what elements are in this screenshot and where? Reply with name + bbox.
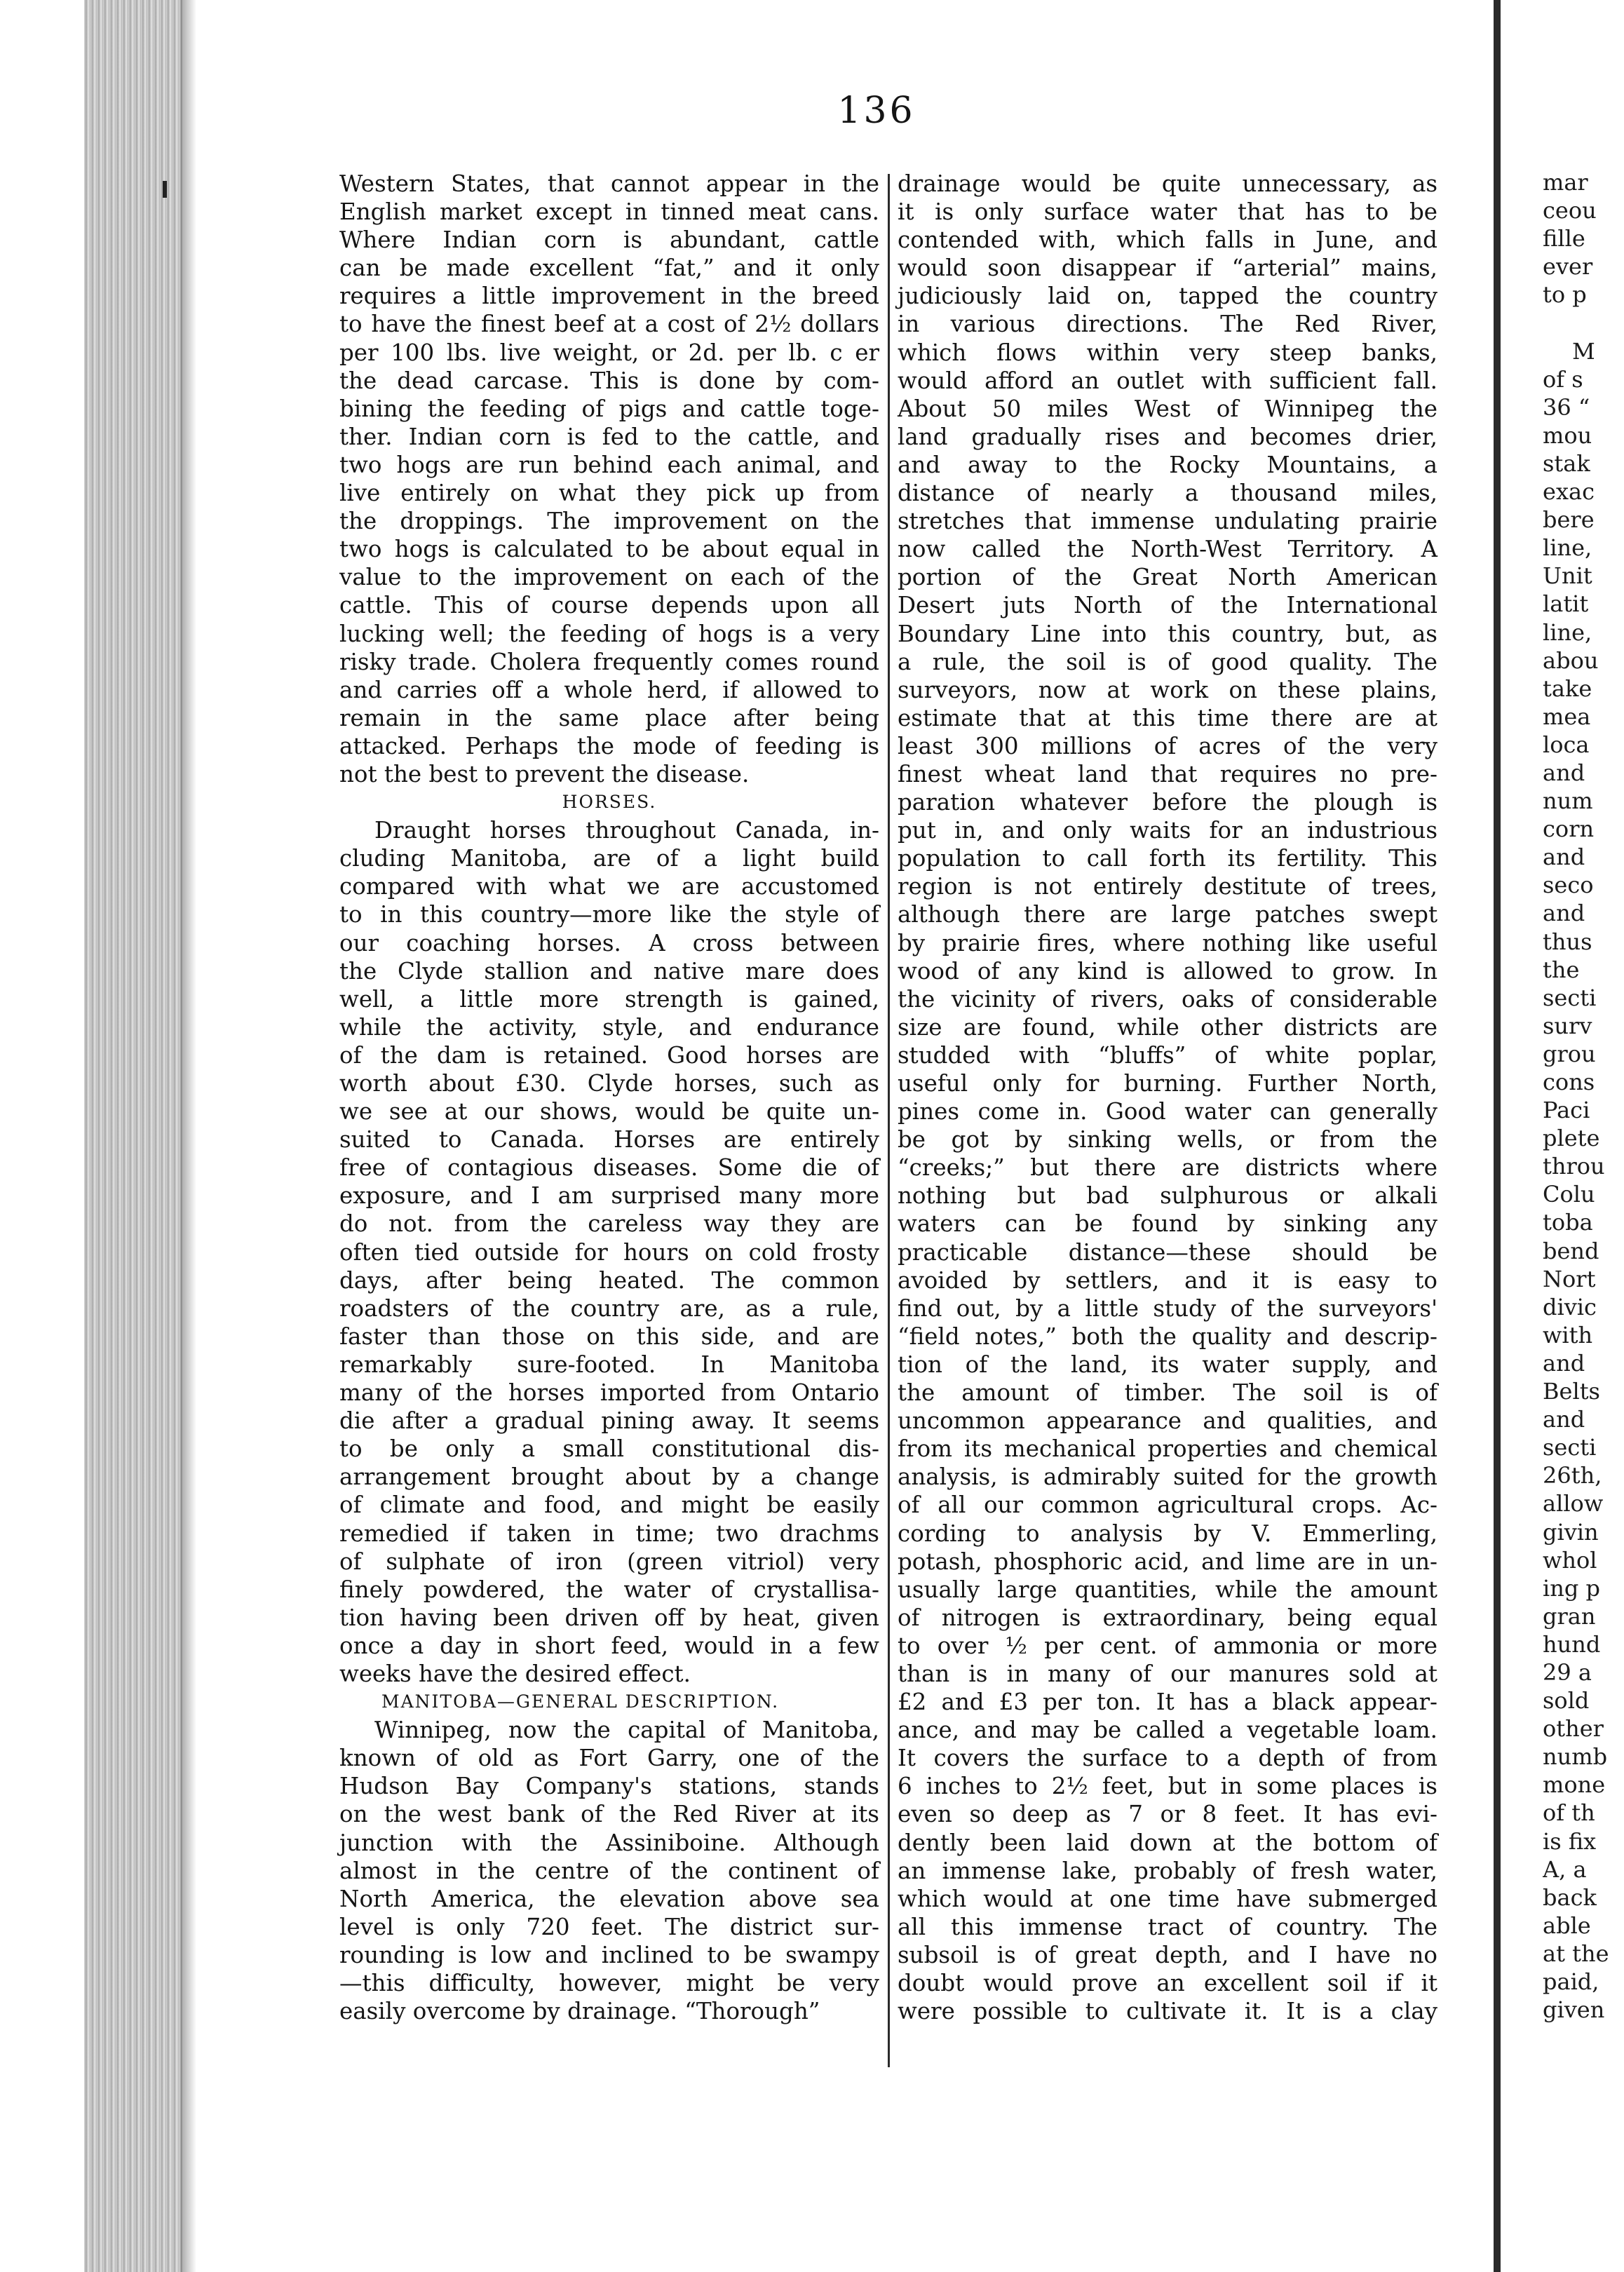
text-line: a rule, the soil is of good quality. The — [898, 648, 1437, 675]
text-line: arrangement brought about by a change — [339, 1463, 879, 1491]
text-line: now called the North-West Territory. A — [898, 536, 1437, 563]
text-line: stretches that immense undulating prairie — [898, 508, 1437, 535]
text-line: many of the horses imported from Ontario — [339, 1379, 879, 1407]
fragment-line: Belts — [1543, 1378, 1600, 1405]
fragment-line: secti — [1543, 1434, 1597, 1461]
text-line: doubt would prove an excellent soil if it — [898, 1970, 1437, 1996]
text-line: can be made excellent “fat,” and it only — [339, 255, 879, 282]
text-line: were possible to cultivate it. It is a clay — [898, 1998, 1437, 2025]
text-line: which flows within very steep banks, — [898, 339, 1437, 366]
text-line: two hogs are run behind each animal, and — [339, 451, 879, 478]
text-line: of climate and food, and might be easily — [339, 1492, 879, 1519]
text-line: by prairie fires, where nothing like useful — [898, 929, 1437, 956]
text-line: and carries off a whole herd, if allowed to — [339, 676, 879, 703]
text-line: risky trade. Cholera frequently comes round — [339, 648, 879, 675]
text-line: surveyors, now at work on these plains, — [898, 676, 1437, 703]
fragment-line: divic — [1543, 1293, 1597, 1320]
fragment-line: loca — [1543, 731, 1590, 758]
text-line: lucking well; the feeding of hogs is a very — [339, 620, 879, 647]
fragment-line: fille — [1543, 225, 1585, 252]
text-line: “creeks;” but there are districts where — [898, 1154, 1437, 1182]
left-column — [339, 170, 879, 2025]
text-line: not the best to prevent the disease. — [339, 760, 750, 787]
text-line: land gradually rises and becomes drier, — [898, 423, 1437, 450]
fragment-line: abou — [1543, 647, 1599, 674]
text-line: worth about £30. Clyde horses, such as — [339, 1070, 879, 1097]
text-line: almost in the centre of the continent of — [339, 1857, 879, 1884]
fragment-line: allow — [1543, 1490, 1604, 1517]
text-line: Winnipeg, now the capital of Manitoba, — [374, 1717, 879, 1744]
fragment-line: with — [1543, 1321, 1593, 1348]
fragment-line: at the — [1543, 1940, 1609, 1967]
fragment-line: M — [1572, 337, 1595, 365]
text-line: usually large quantities, while the amount — [898, 1576, 1437, 1603]
text-line: we see at our shows, would be quite un- — [339, 1098, 879, 1125]
fragment-line: and — [1543, 759, 1585, 786]
text-line: tion of the land, its water supply, and — [898, 1351, 1437, 1378]
text-line: it is only surface water that has to be — [898, 198, 1437, 226]
fragment-line — [1543, 309, 1624, 337]
fragment-line: mar — [1543, 169, 1588, 196]
fragment-line: num — [1543, 787, 1593, 815]
text-line: —this difficulty, however, might be very — [339, 1970, 879, 1996]
column-rule — [888, 174, 890, 2067]
text-line: while the activity, style, and endurance — [339, 1013, 879, 1041]
text-line: faster than those on this side, and are — [339, 1323, 879, 1350]
text-line: do not. from the careless way they are — [339, 1210, 879, 1238]
text-line: finely powdered, the water of crystallisa- — [339, 1576, 879, 1603]
fragment-line: stak — [1543, 449, 1590, 477]
text-line: live entirely on what they pick up from — [339, 480, 879, 507]
fragment-line: the — [1543, 956, 1580, 983]
text-line: free of contagious diseases. Some die of — [339, 1154, 879, 1182]
fragment-line: and — [1543, 1349, 1585, 1377]
text-line: suited to Canada. Horses are entirely — [339, 1126, 879, 1154]
fragment-line: ceou — [1543, 197, 1597, 224]
text-line: would soon disappear if “arterial” mains, — [898, 255, 1437, 282]
fragment-line: gran — [1543, 1602, 1596, 1630]
fragment-line: A, a — [1543, 1855, 1587, 1883]
text-line: ther. Indian corn is fed to the cattle, and — [339, 423, 879, 450]
text-line: requires a little improvement in the breed — [339, 283, 879, 310]
text-line: all this immense tract of country. The — [898, 1913, 1437, 1940]
text-line: finest wheat land that requires no pre- — [898, 760, 1437, 787]
text-line: remain in the same place after being — [339, 704, 879, 731]
fragment-line: seco — [1543, 872, 1594, 899]
fragment-line: secti — [1543, 984, 1597, 1011]
fragment-line: line, — [1543, 618, 1592, 646]
fragment-line: grou — [1543, 1040, 1596, 1067]
fragment-line: mou — [1543, 421, 1592, 449]
text-line: Boundary Line into this country, but, as — [898, 620, 1437, 647]
fragment-line: surv — [1543, 1012, 1592, 1039]
text-line: £2 and £3 per ton. It has a black appear- — [898, 1689, 1437, 1716]
fragment-line: hund — [1543, 1630, 1601, 1658]
fragment-line: take — [1543, 675, 1592, 702]
text-line: cattle. This of course depends upon all — [339, 592, 879, 619]
text-line: weeks have the desired effect. — [339, 1660, 691, 1687]
text-line: the vicinity of rivers, oaks of considerable — [898, 985, 1437, 1013]
fragment-line: exac — [1543, 478, 1595, 506]
next-page-fragment — [1543, 168, 1624, 2024]
text-line: the Clyde stallion and native mare does — [339, 957, 879, 985]
text-line: drainage would be quite unnecessary, as — [898, 170, 1437, 197]
fragment-line: and — [1543, 900, 1585, 927]
text-line: well, a little more strength is gained, — [339, 985, 879, 1013]
fragment-line: Nort — [1543, 1265, 1596, 1292]
text-line: Hudson Bay Company's stations, stands — [339, 1773, 879, 1800]
text-line: uncommon appearance and qualities, and — [898, 1407, 1437, 1435]
fragment-line: corn — [1543, 816, 1595, 843]
text-line: pines come in. Good water can generally — [898, 1098, 1437, 1125]
text-line: level is only 720 feet. The district sur- — [339, 1913, 879, 1940]
fragment-line: and — [1543, 1406, 1585, 1433]
text-line: Desert juts North of the International — [898, 592, 1437, 619]
fragment-line: bere — [1543, 506, 1595, 534]
fragment-line: mea — [1543, 703, 1591, 730]
text-line: bining the feeding of pigs and cattle toge- — [339, 395, 879, 422]
text-line: to have the finest beef at a cost of 2½ dollars — [339, 311, 879, 338]
text-line: of nitrogen is extraordinary, being equal — [898, 1604, 1437, 1631]
text-line: exposure, and I am surprised many more — [339, 1182, 879, 1210]
paragraph-horses — [339, 816, 879, 1688]
text-line: Draught horses throughout Canada, in- — [374, 817, 879, 844]
paragraph-drainage-and-soil — [898, 170, 1437, 2025]
fragment-line: 36 “ — [1543, 393, 1590, 421]
text-line: studded with “bluffs” of white poplar, — [898, 1041, 1437, 1069]
text-line: avoided by settlers, and it is easy to — [898, 1266, 1437, 1294]
text-line: rounding is low and inclined to be swampy — [339, 1941, 879, 1968]
text-line: of all our common agricultural crops. Ac- — [898, 1492, 1437, 1519]
text-line: to in this country—more like the style of — [339, 901, 879, 928]
fragment-line: paid, — [1543, 1968, 1599, 1995]
fragment-line: givin — [1543, 1518, 1599, 1546]
text-line: from its mechanical properties and chemical — [898, 1435, 1437, 1463]
text-line: an immense lake, probably of fresh water, — [898, 1857, 1437, 1884]
fragment-line: Unit — [1543, 562, 1592, 590]
fragment-line: other — [1543, 1715, 1604, 1743]
text-line: waters can be found by sinking any — [898, 1210, 1437, 1238]
text-line: portion of the Great North American — [898, 564, 1437, 591]
page-divider — [1494, 0, 1501, 2272]
text-line: 6 inches to 2½ feet, but in some places is — [898, 1773, 1437, 1800]
fragment-line: 29 a — [1543, 1658, 1592, 1686]
fragment-line: Colu — [1543, 1181, 1595, 1208]
fragment-line: ever — [1543, 253, 1593, 280]
text-line: tion having been driven off by heat, given — [339, 1604, 879, 1631]
fragment-line: and — [1543, 844, 1585, 871]
text-line: be got by sinking wells, or from the — [898, 1126, 1437, 1154]
right-column — [898, 170, 1437, 2025]
text-line: least 300 millions of acres of the very — [898, 732, 1437, 759]
fragment-line: line, — [1543, 534, 1592, 562]
fragment-line: numb — [1543, 1743, 1608, 1771]
text-line: distance of nearly a thousand miles, — [898, 480, 1437, 507]
text-line: ance, and may be called a vegetable loam. — [898, 1717, 1437, 1744]
text-line: cording to analysis by V. Emmerling, — [898, 1520, 1437, 1547]
text-line: often tied outside for hours on cold frosty — [339, 1238, 879, 1266]
text-line: put in, and only waits for an industrious — [898, 817, 1437, 844]
fragment-line: throu — [1543, 1153, 1605, 1180]
fragment-line: sold — [1543, 1687, 1590, 1715]
text-line: which would at one time have submerged — [898, 1885, 1437, 1912]
text-line: subsoil is of great depth, and I have no — [898, 1941, 1437, 1968]
text-line: nothing but bad sulphurous or alkali — [898, 1182, 1437, 1210]
text-line: roadsters of the country are, as a rule, — [339, 1294, 879, 1322]
fragment-line: plete — [1543, 1125, 1600, 1152]
text-line: About 50 miles West of Winnipeg the — [898, 395, 1437, 422]
text-line: cluding Manitoba, are of a light build — [339, 845, 879, 872]
fragment-line: to p — [1543, 281, 1587, 309]
text-line: estimate that at this time there are at — [898, 704, 1437, 731]
text-line: the dead carcase. This is done by com- — [339, 367, 879, 394]
fragment-line: toba — [1543, 1209, 1593, 1236]
text-line: “field notes,” both the quality and descrip- — [898, 1323, 1437, 1350]
text-line: region is not entirely destitute of trees, — [898, 873, 1437, 900]
text-line: practicable distance—these should be — [898, 1238, 1437, 1266]
text-line: the amount of timber. The soil is of — [898, 1379, 1437, 1407]
text-line: even so deep as 7 or 8 feet. It has evi- — [898, 1801, 1437, 1828]
fragment-line: thus — [1543, 928, 1592, 955]
text-line: the droppings. The improvement on the — [339, 508, 879, 535]
text-line: remedied if taken in time; two drachms — [339, 1520, 879, 1547]
fragment-line: mone — [1543, 1771, 1606, 1799]
text-line: potash, phosphoric acid, and lime are in un- — [898, 1548, 1437, 1575]
text-line: days, after being heated. The common — [339, 1266, 879, 1294]
fragment-line: whol — [1543, 1546, 1597, 1574]
text-line: easily overcome by drainage. “Thorough” — [339, 1998, 820, 2025]
text-line: than is in many of our manures sold at — [898, 1660, 1437, 1687]
paragraph-manitoba — [339, 1716, 879, 2025]
fragment-line: 26th, — [1543, 1462, 1602, 1489]
page-number: 136 — [837, 90, 916, 132]
book-page-edges — [84, 0, 182, 2272]
text-line: dently been laid down at the bottom of — [898, 1829, 1437, 1856]
text-line: It covers the surface to a depth of from — [898, 1745, 1437, 1772]
text-line: would afford an outlet with sufficient fall. — [898, 367, 1437, 394]
paragraph-western-states — [339, 170, 879, 788]
text-line: our coaching horses. A cross between — [339, 929, 879, 956]
text-line: compared with what we are accustomed — [339, 873, 879, 900]
fragment-line: of th — [1543, 1799, 1595, 1827]
text-line: attacked. Perhaps the mode of feeding is — [339, 732, 879, 759]
fragment-line: ing p — [1543, 1574, 1600, 1602]
text-line: Where Indian corn is abundant, cattle — [339, 226, 879, 254]
text-line: value to the improvement on each of the — [339, 564, 879, 591]
text-line: once a day in short feed, would in a few — [339, 1632, 879, 1659]
fragment-line: back — [1543, 1884, 1597, 1911]
text-line: contended with, which falls in June, and — [898, 226, 1437, 254]
section-heading-manitoba: MANITOBA—GENERAL DESCRIPTION. — [381, 1691, 780, 1712]
gutter-shadow — [181, 0, 196, 2272]
text-line: to over ½ per cent. of ammonia or more — [898, 1632, 1437, 1659]
text-line: judiciously laid on, tapped the country — [898, 283, 1437, 310]
text-line: of the dam is retained. Good horses are — [339, 1041, 879, 1069]
text-line: North America, the elevation above sea — [339, 1885, 879, 1912]
text-line: on the west bank of the Red River at its — [339, 1801, 879, 1828]
text-line: find out, by a little study of the surveyors' — [898, 1294, 1437, 1322]
text-line: paration whatever before the plough is — [898, 789, 1437, 816]
fragment-line: Paci — [1543, 1097, 1590, 1124]
text-line: and away to the Rocky Mountains, a — [898, 451, 1437, 478]
text-line: remarkably sure-footed. In Manitoba — [339, 1351, 879, 1378]
text-line: of sulphate of iron (green vitriol) very — [339, 1548, 879, 1575]
text-line: junction with the Assiniboine. Although — [339, 1829, 879, 1856]
text-line: English market except in tinned meat cans. — [339, 198, 879, 226]
fragment-line: is fix — [1543, 1827, 1597, 1855]
text-line: population to call forth its fertility. This — [898, 845, 1437, 872]
text-line: size are found, while other districts are — [898, 1013, 1437, 1041]
text-line: per 100 lbs. live weight, or 2d. per lb. c er — [339, 339, 879, 366]
text-line: although there are large patches swept — [898, 901, 1437, 928]
fragment-line: latit — [1543, 590, 1589, 618]
binding-mark — [163, 181, 167, 198]
text-line: to be only a small constitutional dis- — [339, 1435, 879, 1463]
text-line: in various directions. The Red River, — [898, 311, 1437, 338]
fragment-line: of s — [1543, 365, 1583, 393]
text-line: Western States, that cannot appear in the — [339, 170, 879, 197]
fragment-line: able — [1543, 1912, 1591, 1939]
text-line: two hogs is calculated to be about equal in — [339, 536, 879, 563]
text-line: die after a gradual pining away. It seems — [339, 1407, 879, 1435]
text-line: useful only for burning. Further North, — [898, 1070, 1437, 1097]
text-line: known of old as Fort Garry, one of the — [339, 1745, 879, 1772]
fragment-line: given — [1543, 1996, 1605, 2024]
section-heading-horses: HORSES. — [562, 792, 657, 813]
text-line: analysis, is admirably suited for the growth — [898, 1463, 1437, 1491]
fragment-line: bend — [1543, 1237, 1599, 1264]
text-line: wood of any kind is allowed to grow. In — [898, 957, 1437, 985]
fragment-line: cons — [1543, 1069, 1595, 1095]
